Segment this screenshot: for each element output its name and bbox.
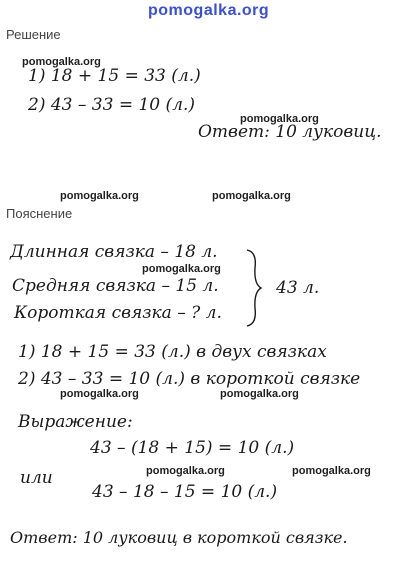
bunch-short: Короткая связка – ? л. bbox=[14, 303, 222, 323]
solution-line-1: 1) 18 + 15 = 33 (л.) bbox=[28, 66, 201, 86]
watermark: pomogalka.org bbox=[60, 190, 139, 202]
watermark: pomogalka.org bbox=[142, 263, 221, 275]
or-label: или bbox=[20, 468, 53, 488]
total-count: 43 л. bbox=[276, 278, 320, 298]
watermark: pomogalka.org bbox=[60, 388, 139, 400]
watermark: pomogalka.org bbox=[292, 465, 371, 477]
bunch-long: Длинная связка – 18 л. bbox=[10, 242, 218, 262]
watermark: pomogalka.org bbox=[212, 190, 291, 202]
step-2: 2) 43 – 33 = 10 (л.) в короткой связке bbox=[18, 369, 361, 389]
expression-1: 43 – (18 + 15) = 10 (л.) bbox=[90, 438, 295, 458]
watermark: pomogalka.org bbox=[146, 465, 225, 477]
watermark: pomogalka.org bbox=[220, 388, 299, 400]
watermark: pomogalka.org bbox=[22, 56, 101, 68]
solution-line-2: 2) 43 – 33 = 10 (л.) bbox=[28, 95, 196, 115]
site-title: pomogalka.org bbox=[148, 2, 270, 19]
expression-label: Выражение: bbox=[18, 412, 133, 432]
solution-answer: Ответ: 10 луковиц. bbox=[198, 122, 382, 142]
bunch-medium: Средняя связка – 15 л. bbox=[12, 276, 219, 296]
explanation-heading: Пояснение bbox=[6, 206, 73, 221]
solution-heading: Решение bbox=[6, 27, 61, 42]
watermark: pomogalka.org bbox=[240, 113, 319, 125]
explanation-answer: Ответ: 10 луковиц в короткой связке. bbox=[10, 528, 348, 547]
step-1: 1) 18 + 15 = 33 (л.) в двух связках bbox=[18, 342, 327, 362]
curly-brace bbox=[244, 248, 264, 328]
expression-2: 43 – 18 – 15 = 10 (л.) bbox=[92, 482, 278, 502]
